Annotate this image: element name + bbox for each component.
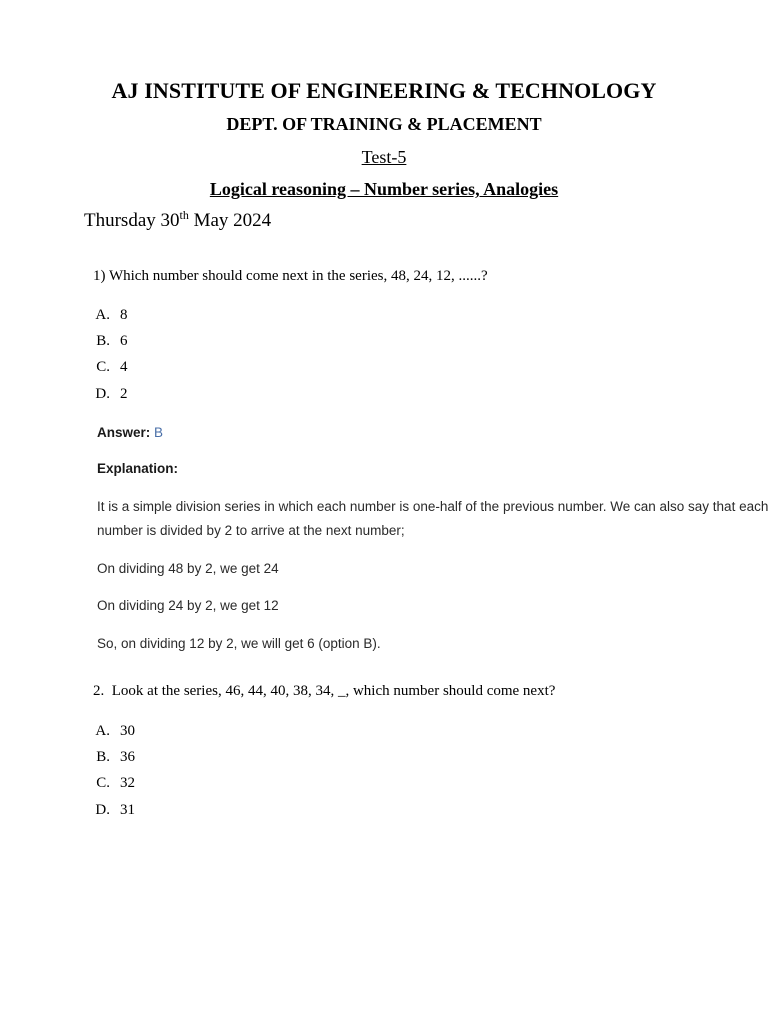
q2-option-b xyxy=(88,749,135,766)
explanation-line-1: It is a simple division series in which each number is one-half of the previous number. We can also say that each xyxy=(97,499,768,514)
option-value: 36 xyxy=(120,749,135,765)
q2-option-c xyxy=(88,775,135,792)
date-day: Thursday 30 xyxy=(84,210,180,231)
option-letter: C. xyxy=(96,775,110,791)
option-value: 8 xyxy=(120,307,128,323)
q2-option-d xyxy=(88,802,135,819)
option-value: 30 xyxy=(120,723,135,739)
q1-option-b xyxy=(88,333,128,350)
explanation-label: Explanation: xyxy=(97,461,179,476)
date-rest: May 2024 xyxy=(188,210,272,231)
test-date xyxy=(84,210,271,232)
answer-label: Answer: xyxy=(97,425,151,440)
q1-option-c xyxy=(88,359,128,376)
q1-answer xyxy=(97,425,163,440)
option-value: 2 xyxy=(120,386,128,402)
topic-title: Logical reasoning – Number series, Analogies xyxy=(209,179,559,199)
q2-option-a xyxy=(88,723,135,740)
option-value: 31 xyxy=(120,802,135,818)
question-2-number: 2. xyxy=(93,683,105,699)
option-letter: D. xyxy=(95,386,110,402)
option-letter: B. xyxy=(96,749,110,765)
option-letter: A. xyxy=(95,307,110,323)
date-suffix: th xyxy=(179,208,189,222)
question-2-text xyxy=(93,683,555,700)
institute-title: AJ INSTITUTE OF ENGINEERING & TECHNOLOGY xyxy=(111,78,657,103)
test-title: Test-5 xyxy=(361,147,407,167)
option-value: 4 xyxy=(120,359,128,375)
explanation-step-2: On dividing 24 by 2, we get 12 xyxy=(97,598,279,613)
option-letter: C. xyxy=(96,359,110,375)
option-value: 6 xyxy=(120,333,128,349)
option-letter: A. xyxy=(95,723,110,739)
option-letter: D. xyxy=(95,802,110,818)
option-letter: B. xyxy=(96,333,110,349)
question-2-body: Look at the series, 46, 44, 40, 38, 34, _, which number should come next? xyxy=(111,683,556,699)
department-title: DEPT. OF TRAINING & PLACEMENT xyxy=(226,114,542,134)
q1-option-d xyxy=(88,386,128,403)
explanation-line-2: number is divided by 2 to arrive at the next number; xyxy=(97,523,405,538)
q1-option-a xyxy=(88,307,128,324)
answer-value: B xyxy=(154,425,164,440)
question-1-text: 1) Which number should come next in the series, 48, 24, 12, ......? xyxy=(93,268,488,284)
explanation-step-1: On dividing 48 by 2, we get 24 xyxy=(97,561,279,576)
explanation-step-3: So, on dividing 12 by 2, we will get 6 (option B). xyxy=(97,636,381,651)
option-value: 32 xyxy=(120,775,135,791)
